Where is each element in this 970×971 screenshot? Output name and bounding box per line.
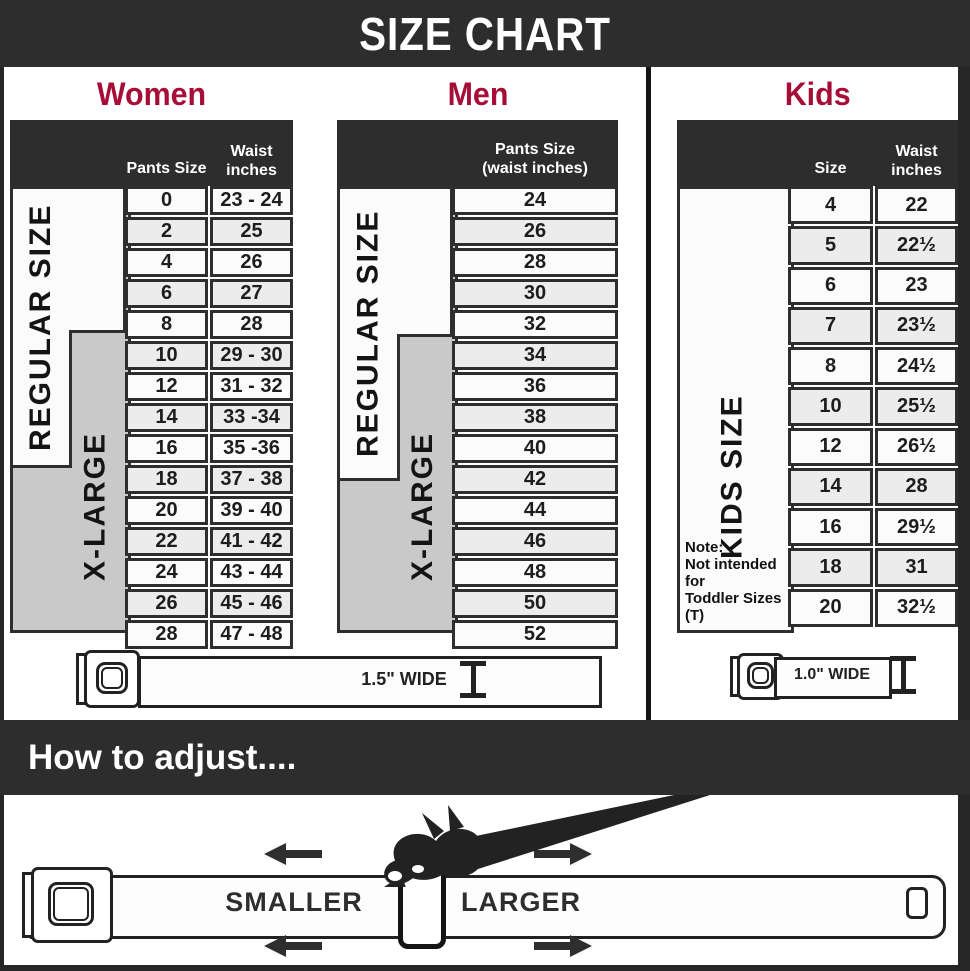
table-cell: 22 bbox=[125, 527, 208, 556]
table-cell: 48 bbox=[452, 558, 618, 587]
table-cell: 46 bbox=[452, 527, 618, 556]
how-to-adjust-title: How to adjust.... bbox=[28, 737, 297, 777]
table-cell: 27 bbox=[210, 279, 293, 308]
belt-tip-hole bbox=[906, 887, 928, 919]
table-cell: 6 bbox=[125, 279, 208, 308]
kids-size-category-labels bbox=[677, 186, 794, 633]
table-cell: 0 bbox=[125, 186, 208, 215]
table-cell: 29 - 30 bbox=[210, 341, 293, 370]
kids-belt-buckle-icon bbox=[730, 653, 778, 697]
kids-section-title: Kids bbox=[784, 75, 851, 112]
men-xlarge-label: X-LARGE bbox=[406, 432, 439, 581]
table-cell: 43 - 44 bbox=[210, 558, 293, 587]
table-cell: 35 -36 bbox=[210, 434, 293, 463]
table-cell: 18 bbox=[788, 548, 873, 586]
men-table-header bbox=[337, 120, 618, 186]
table-cell: 25 bbox=[210, 217, 293, 246]
table-cell: 38 bbox=[452, 403, 618, 432]
table-cell: 22½ bbox=[875, 226, 958, 264]
table-cell: 16 bbox=[788, 508, 873, 546]
women-section-title: Women bbox=[96, 75, 207, 112]
smaller-label: SMALLER bbox=[225, 887, 363, 917]
kids-belt-width-label: 1.0" WIDE bbox=[793, 666, 871, 683]
size-tables-panel bbox=[4, 67, 958, 720]
table-cell: 12 bbox=[125, 372, 208, 401]
kids-waist-column bbox=[875, 186, 958, 627]
table-cell: 40 bbox=[452, 434, 618, 463]
men-size-category-labels bbox=[337, 186, 458, 633]
men-regular-size-label: REGULAR SIZE bbox=[351, 209, 385, 458]
adult-belt-buckle-icon bbox=[76, 650, 140, 708]
table-cell: 23 - 24 bbox=[210, 186, 293, 215]
men-pants-size-column bbox=[452, 186, 618, 645]
table-cell: 52 bbox=[452, 620, 618, 649]
table-cell: 34 bbox=[452, 341, 618, 370]
adult-belt-width-label: 1.5" WIDE bbox=[361, 669, 447, 689]
size-chart-title-bar bbox=[0, 0, 970, 67]
women-waist-column bbox=[210, 186, 293, 645]
table-cell: 32 bbox=[452, 310, 618, 339]
table-cell: 42 bbox=[452, 465, 618, 494]
men-kids-divider bbox=[646, 67, 651, 720]
kids-waist-header: Waist inches bbox=[891, 143, 942, 179]
table-cell: 14 bbox=[788, 468, 873, 506]
pinching-hand-icon bbox=[376, 795, 712, 887]
table-cell: 31 bbox=[875, 548, 958, 586]
table-cell: 26 bbox=[452, 217, 618, 246]
table-cell: 44 bbox=[452, 496, 618, 525]
table-cell: 24½ bbox=[875, 347, 958, 385]
table-cell: 24 bbox=[125, 558, 208, 587]
women-waist-header: Waist inches bbox=[226, 143, 277, 179]
table-cell: 10 bbox=[788, 387, 873, 425]
table-cell: 10 bbox=[125, 341, 208, 370]
table-cell: 26 bbox=[125, 589, 208, 618]
table-cell: 33 -34 bbox=[210, 403, 293, 432]
women-regular-size-label: REGULAR SIZE bbox=[24, 203, 57, 451]
kids-table-header bbox=[677, 120, 958, 186]
table-cell: 37 - 38 bbox=[210, 465, 293, 494]
table-cell: 28 bbox=[452, 248, 618, 277]
table-cell: 24 bbox=[452, 186, 618, 215]
women-size-category-labels bbox=[10, 186, 131, 633]
adult-width-ibeam-icon bbox=[460, 661, 486, 698]
how-to-adjust-bar bbox=[0, 720, 970, 795]
table-cell: 4 bbox=[125, 248, 208, 277]
table-cell: 20 bbox=[125, 496, 208, 525]
table-cell: 14 bbox=[125, 403, 208, 432]
larger-arrow-bottom-icon bbox=[534, 935, 592, 957]
table-cell: 28 bbox=[210, 310, 293, 339]
table-cell: 47 - 48 bbox=[210, 620, 293, 649]
table-cell: 29½ bbox=[875, 508, 958, 546]
kids-size-column bbox=[788, 186, 873, 627]
table-cell: 6 bbox=[788, 267, 873, 305]
table-cell: 23½ bbox=[875, 307, 958, 345]
table-cell: 23 bbox=[875, 267, 958, 305]
table-cell: 12 bbox=[788, 428, 873, 466]
table-cell: 18 bbox=[125, 465, 208, 494]
adjust-belt-buckle-icon bbox=[22, 867, 114, 943]
table-cell: 30 bbox=[452, 279, 618, 308]
kids-note: Note: Not intended for Toddler Sizes (T) bbox=[685, 539, 782, 624]
table-cell: 32½ bbox=[875, 589, 958, 627]
adjust-illustration-panel bbox=[4, 795, 958, 965]
smaller-arrow-top-icon bbox=[264, 843, 322, 865]
table-cell: 8 bbox=[125, 310, 208, 339]
kids-width-ibeam-icon bbox=[890, 656, 916, 694]
table-cell: 26½ bbox=[875, 428, 958, 466]
table-cell: 50 bbox=[452, 589, 618, 618]
smaller-arrow-bottom-icon bbox=[264, 935, 322, 957]
women-table-header bbox=[10, 120, 293, 186]
table-cell: 31 - 32 bbox=[210, 372, 293, 401]
table-cell: 28 bbox=[125, 620, 208, 649]
larger-label: LARGER bbox=[461, 887, 581, 917]
table-cell: 2 bbox=[125, 217, 208, 246]
table-cell: 4 bbox=[788, 186, 873, 224]
kids-size-label: KIDS SIZE bbox=[715, 394, 749, 559]
table-cell: 16 bbox=[125, 434, 208, 463]
table-cell: 36 bbox=[452, 372, 618, 401]
women-pants-size-header: Pants Size bbox=[126, 160, 207, 177]
women-pants-size-column bbox=[125, 186, 208, 645]
men-pants-size-header: Pants Size (waist inches) bbox=[482, 141, 588, 177]
table-cell: 39 - 40 bbox=[210, 496, 293, 525]
table-cell: 25½ bbox=[875, 387, 958, 425]
table-cell: 22 bbox=[875, 186, 958, 224]
table-cell: 7 bbox=[788, 307, 873, 345]
table-cell: 8 bbox=[788, 347, 873, 385]
size-chart-title: SIZE CHART bbox=[359, 7, 611, 60]
kids-size-header: Size bbox=[814, 160, 847, 177]
table-cell: 28 bbox=[875, 468, 958, 506]
women-xlarge-label: X-LARGE bbox=[78, 432, 112, 581]
table-cell: 5 bbox=[788, 226, 873, 264]
men-section-title: Men bbox=[447, 75, 508, 112]
table-cell: 20 bbox=[788, 589, 873, 627]
table-cell: 26 bbox=[210, 248, 293, 277]
table-cell: 45 - 46 bbox=[210, 589, 293, 618]
table-cell: 41 - 42 bbox=[210, 527, 293, 556]
